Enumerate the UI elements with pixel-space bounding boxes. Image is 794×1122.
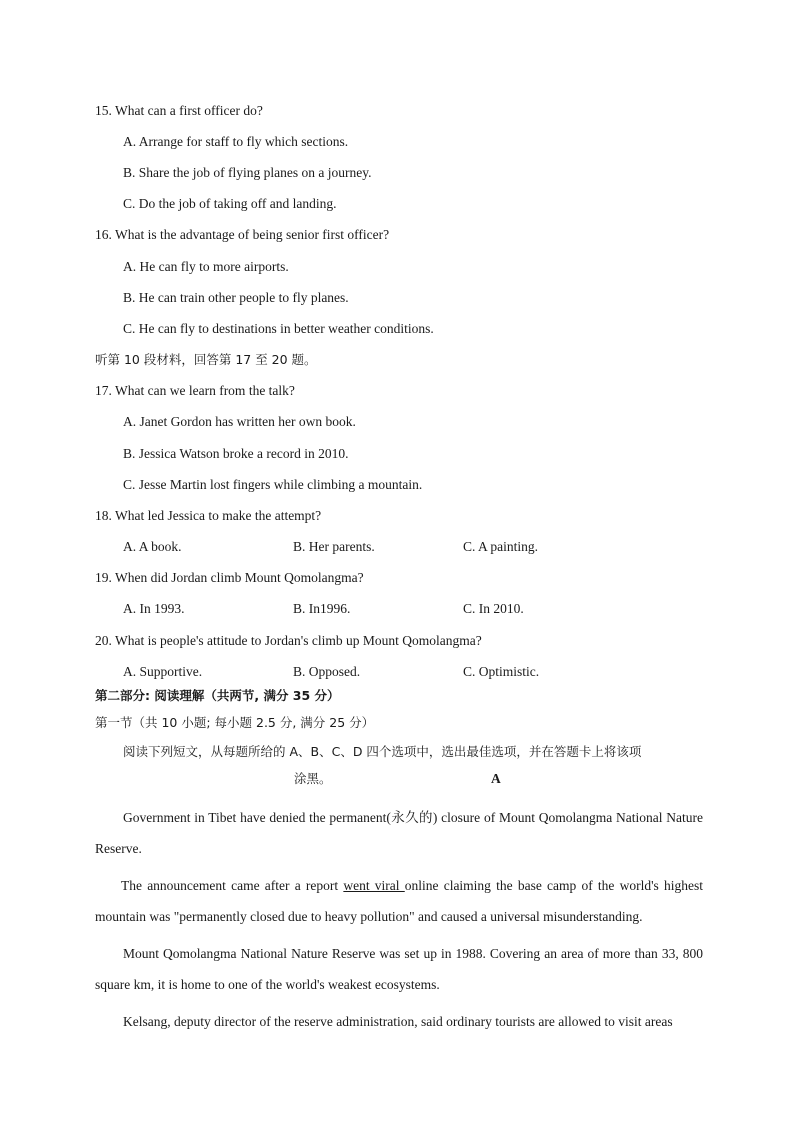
question-19-option-c: C. In 2010. (463, 601, 524, 616)
question-18-option-a: A. A book. (123, 539, 182, 554)
question-19-option-a: A. In 1993. (123, 601, 185, 616)
question-18-option-c: C. A painting. (463, 539, 539, 554)
question-16-option-b: B. He can train other people to fly planes. (123, 290, 349, 305)
passage-paragraph-3: Mount Qomolangma National Nature Reserve was set up in 1988. Covering an area of more than 33, 800 square km, it is home to one of the world's weakest ecosystems. (95, 946, 703, 992)
question-19-stem: 19. When did Jordan climb Mount Qomolangma? (95, 570, 364, 585)
passage-paragraph-2 (95, 870, 703, 932)
question-15-option-b: B. Share the job of flying planes on a journey. (123, 165, 372, 180)
question-17-stem: 17. What can we learn from the talk? (95, 383, 295, 398)
question-20-option-c: C. Optimistic. (463, 664, 540, 679)
question-15-option-a: A. Arrange for staff to fly which sections. (123, 134, 349, 149)
section-1-heading: 第一节（共 10 小题; 每小题 2.5 分, 满分 25 分） (95, 715, 375, 730)
question-18-stem: 18. What led Jessica to make the attempt? (95, 508, 322, 523)
question-18-option-b: B. Her parents. (293, 539, 375, 554)
reading-instruction-line-1: 阅读下列短文，从每题所给的 A、B、C、D 四个选项中，选出最佳选项，并在答题卡上将该项 (123, 744, 642, 759)
passage-label: A (491, 771, 501, 786)
underlined-phrase: went viral (343, 878, 405, 893)
question-17-option-c: C. Jesse Martin lost fingers while climbing a mountain. (123, 477, 423, 492)
passage-paragraph-2-start: The announcement came after a report (121, 878, 344, 893)
reading-instruction-line-2: 涂黑。 (294, 771, 332, 786)
question-15-stem: 15. What can a first officer do? (95, 103, 263, 118)
passage-paragraph-2-end: online claiming the base camp of the world's highest mountain was "permanently closed due to heavy pollution" and caused a universal misunderstanding. (95, 878, 703, 924)
question-20-option-b: B. Opposed. (293, 664, 361, 679)
passage-paragraph-1: Government in Tibet have denied the permanent(永久的) closure of Mount Qomolangma National Nature Reserve. (95, 810, 703, 856)
question-20-option-a: A. Supportive. (123, 664, 203, 679)
part-2-heading: 第二部分: 阅读理解（共两节, 满分 35 分） (95, 688, 340, 703)
question-19-option-b: B. In1996. (293, 601, 351, 616)
question-17-option-b: B. Jessica Watson broke a record in 2010. (123, 446, 349, 461)
question-17-option-a: A. Janet Gordon has written her own book. (123, 414, 356, 429)
question-16-stem: 16. What is the advantage of being senior first officer? (95, 227, 390, 242)
question-15-option-c: C. Do the job of taking off and landing. (123, 196, 337, 211)
question-16-option-c: C. He can fly to destinations in better weather conditions. (123, 321, 434, 336)
section-10-instruction: 听第 10 段材料，回答第 17 至 20 题。 (95, 352, 317, 367)
passage-paragraph-4: Kelsang, deputy director of the reserve administration, said ordinary tourists are allowed to visit areas (123, 1014, 673, 1029)
question-20-stem: 20. What is people's attitude to Jordan's climb up Mount Qomolangma? (95, 633, 482, 648)
question-16-option-a: A. He can fly to more airports. (123, 259, 289, 274)
